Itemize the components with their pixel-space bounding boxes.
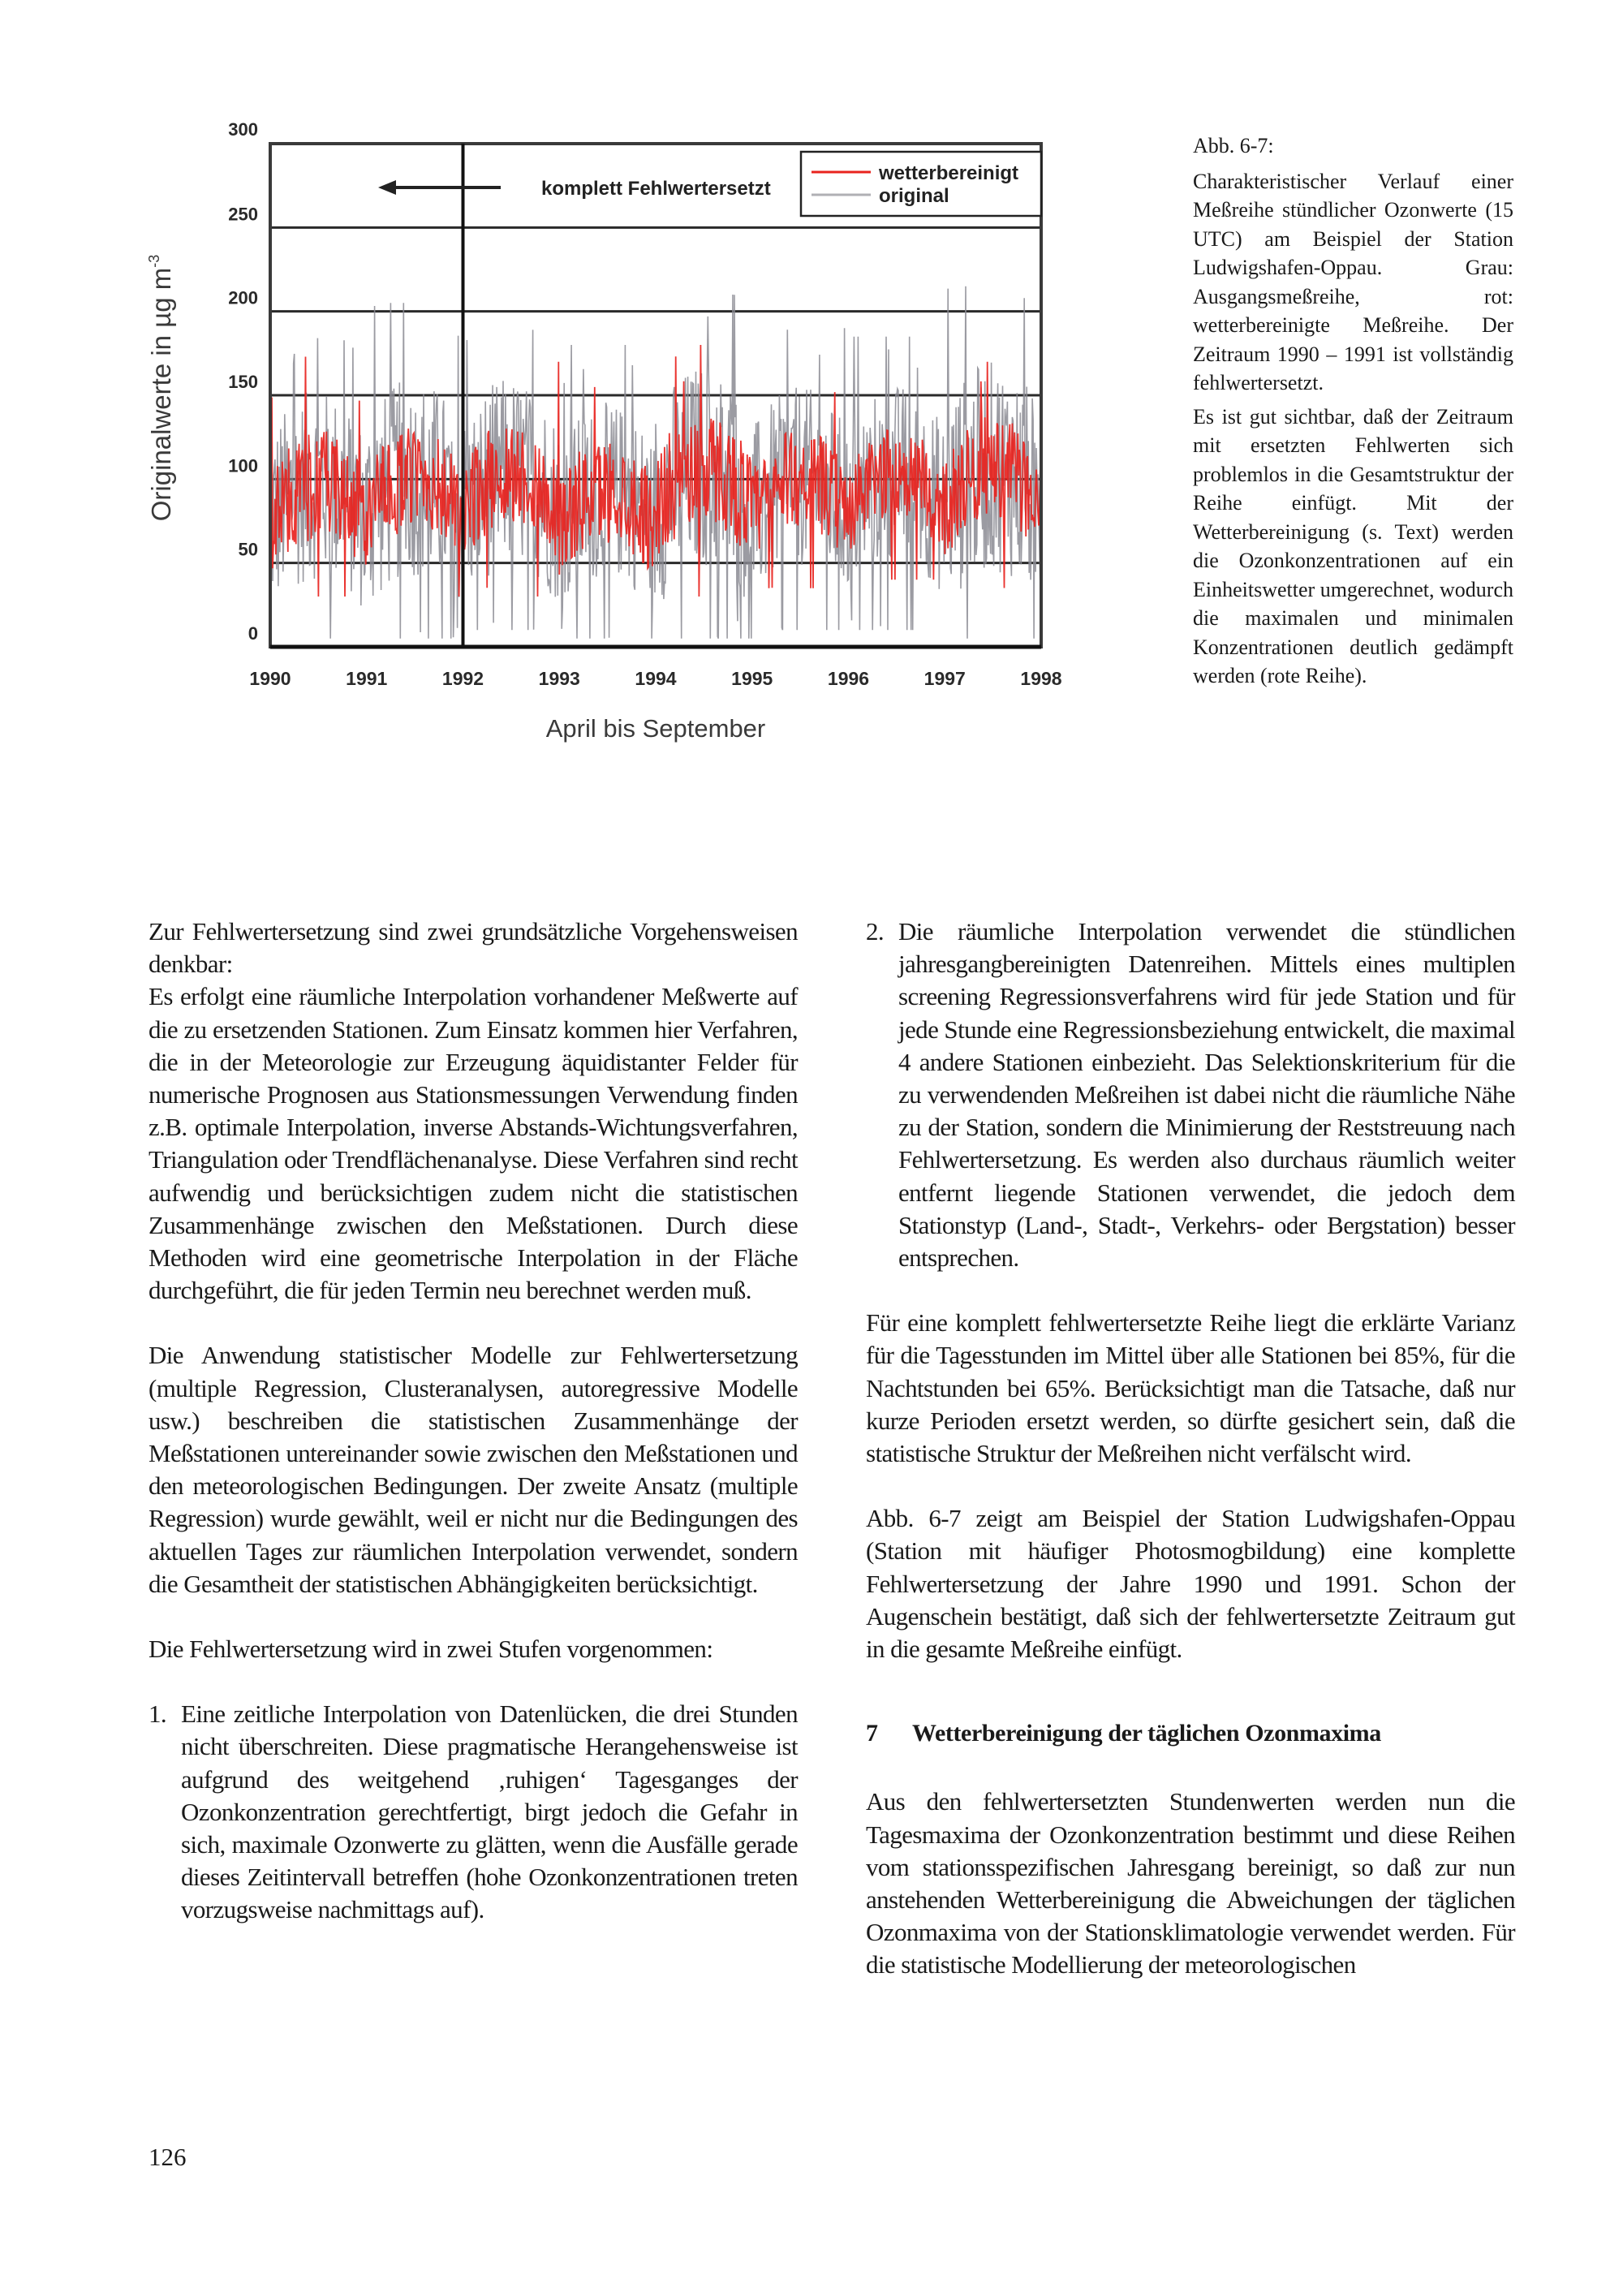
paragraph: Die Fehlwertersetzung wird in zwei Stufen vorgenommen:: [149, 1635, 713, 1664]
body-column-left: [149, 915, 798, 1927]
list-text: Die räumliche Interpolation verwendet die stündlichen jahresgangbereinigten Datenreihen. Mittels eines multiplen screening Regressionsverfahrens wird für jede Station und für jede Stunde eine Regressionsbeziehung entwickelt, die maximal 4 andere Stationen einbezieht. Das Selektionskriterium für die zu verwendenden Meßreihen ist dabei nicht die räumliche Nähe zu der Station, sondern die Minimierung der Reststreuung nach Fehlwertersetzung. Es werden also durchaus räumlich weiter entfernt liegende Stationen verwendet, die jedoch dem Stationstyp (Land-, Stadt-, Verkehrs- oder Bergstation) besser entsprechen.: [898, 917, 1515, 1273]
x-tick-label: 1990: [249, 668, 291, 689]
y-tick-label: 200: [228, 287, 258, 308]
figure-label: Abb. 6-7:: [1193, 134, 1274, 157]
paragraph: Es erfolgt eine räumliche Interpolation vorhandener Meßwerte auf die zu ersetzenden Stationen. Zum Einsatz kommen hier Verfahren, die in der Meteorologie zur Erzeugung äquidistanter Felder für numerische Prognosen aus Stationsmessungen Verwendung finden z.B. optimale Interpolation, inverse Abstands-Wichtungsverfahren, Triangulation oder Trendflächenanalyse. Diese Verfahren sind recht aufwendig und berücksichtigen zudem nicht die statistischen Zusammenhänge zwischen den Meßstationen. Durch diese Methoden wird eine geometrische Interpolation in der Fläche durchgeführt, die für jeden Termin neu berechnet werden muß.: [149, 982, 798, 1305]
x-tick-label: 1993: [538, 668, 580, 689]
list-number: 1.: [149, 1699, 167, 1729]
section-heading: [866, 1717, 1515, 1750]
y-axis-title: [146, 255, 176, 521]
x-tick-label: 1992: [441, 668, 484, 689]
legend-label-wetterbereinigt: wetterbereinigt: [879, 162, 1019, 184]
x-tick-label: 1994: [635, 668, 677, 689]
page-number: 126: [149, 2143, 187, 2171]
y-axis-title-superscript: -3: [146, 254, 162, 268]
list-item: [149, 1698, 798, 1926]
body-column-right: [866, 915, 1515, 1982]
x-tick-label: 1997: [923, 668, 966, 689]
paragraph: Zur Fehlwertersetzung sind zwei grundsätzliche Vorgehensweisen denkbar:: [149, 917, 798, 979]
y-tick-label: 100: [228, 455, 258, 476]
x-axis-title: April bis September: [545, 714, 766, 743]
caption-paragraph: Charakteristischer Verlauf einer Meßreihe stündlicher Ozonwerte (15 UTC) am Beispiel der Station Ludwigshafen-Oppau. Grau: Ausgangsmeßreihe, rot: wetterbereinigte Meßreihe. Der Zeitraum 1990 – 1991 ist vollständig fehlwertersetzt.: [1193, 169, 1513, 394]
list-text: Eine zeitliche Interpolation von Datenlücken, die drei Stunden nicht überschreiten. Diese pragmatische Herangehensweise ist aufgrund des weitgehend ‚ruhigen‘ Tagesganges der Ozonkonzentration gerechtfertigt, birgt jedoch die Gefahr in sich, maximale Ozonwerte zu glätten, wenn die Ausfälle gerade dieses Zeitintervall betreffen (hohe Ozonkonzentrationen treten vorzugsweise nachmittags auf).: [181, 1699, 798, 1924]
paragraph: Die Anwendung statistischer Modelle zur Fehlwertersetzung (multiple Regression, Clusteranalysen, autoregressive Modelle usw.) beschreiben die statistischen Zusammenhänge der Meßstationen untereinander sowie zwischen den Meßstationen und den meteorologischen Bedingungen. Der zweite Ansatz (multiple Regression) wurde gewählt, weil er nicht nur die Bedingungen des aktuellen Tages zur räumlichen Interpolation verwendet, sondern die Gesamtheit der statistischen Abhängigkeiten berücksichtigt.: [149, 1341, 798, 1598]
y-tick-label: 50: [238, 539, 258, 560]
x-tick-label: 1995: [731, 668, 773, 689]
annotation-text: komplett Fehlwertersetzt: [541, 178, 771, 200]
figure-caption: [1193, 131, 1513, 696]
list-number: 2.: [866, 917, 885, 946]
annotation: [378, 178, 771, 200]
section-title: Wetterbereinigung der täglichen Ozonmaxima: [912, 1720, 1381, 1747]
paragraph: Aus den fehlwertersetzten Stundenwerten werden nun die Tagesmaxima der Ozonkonzentration bestimmt und diese Reihen vom stationsspezifischen Jahresgang bereinigt, so daß zur nun anstehenden Wetterbereinigung die Abweichungen der täglichen Ozonmaxima von der Stationsklimatologie verwendet werden. Für die statistische Modellierung der meteorologischen: [866, 1787, 1515, 1979]
legend: [801, 152, 1041, 216]
annotation-arrow-head-icon: [378, 180, 396, 195]
legend-label-original: original: [879, 185, 949, 207]
paragraph: Abb. 6-7 zeigt am Beispiel der Station Ludwigshafen-Oppau (Station mit häufiger Photosmogbildung) eine komplette Fehlwertersetzung der Jahre 1990 und 1991. Schon der Augenschein bestätigt, daß sich der fehlwertersetzte Zeitraum gut in die gesamte Meßreihe einfügt.: [866, 1504, 1515, 1664]
y-tick-label: 0: [248, 623, 258, 644]
x-tick-labels: [249, 668, 1061, 689]
x-tick-label: 1991: [346, 668, 388, 689]
y-tick-label: 250: [228, 204, 258, 225]
y-tick-labels: [228, 119, 258, 644]
caption-paragraph: Es ist gut sichtbar, daß der Zeitraum mit ersetzten Fehlwerten sich problemlos in die Gesamtstruktur der Reihe einfügt. Mit der Wetterbereinigung (s. Text) werden die Ozonkonzentrationen auf ein Einheitswetter umgerechnet, wodurch die maximalen und minimalen Konzentrationen deutlich gedämpft werden (rote Reihe).: [1193, 404, 1513, 687]
section-number: 7: [866, 1720, 878, 1747]
x-tick-label: 1996: [827, 668, 870, 689]
paragraph: Für eine komplett fehlwertersetzte Reihe liegt die erklärte Varianz für die Tagesstunden im Mittel über alle Stationen bei 85%, für die Nachtstunden bei 65%. Berücksichtigt man die Tatsache, daß nur kurze Perioden ersetzt werden, so dürfte gesichert sein, daß die statistische Struktur der Meßreihen nicht verfälscht wird.: [866, 1308, 1515, 1468]
y-tick-label: 300: [228, 119, 258, 140]
y-tick-label: 150: [228, 372, 258, 392]
x-tick-label: 1998: [1020, 668, 1062, 689]
list-item: [866, 915, 1515, 1274]
y-axis-title-main: Originalwerte in µg m: [146, 267, 176, 522]
